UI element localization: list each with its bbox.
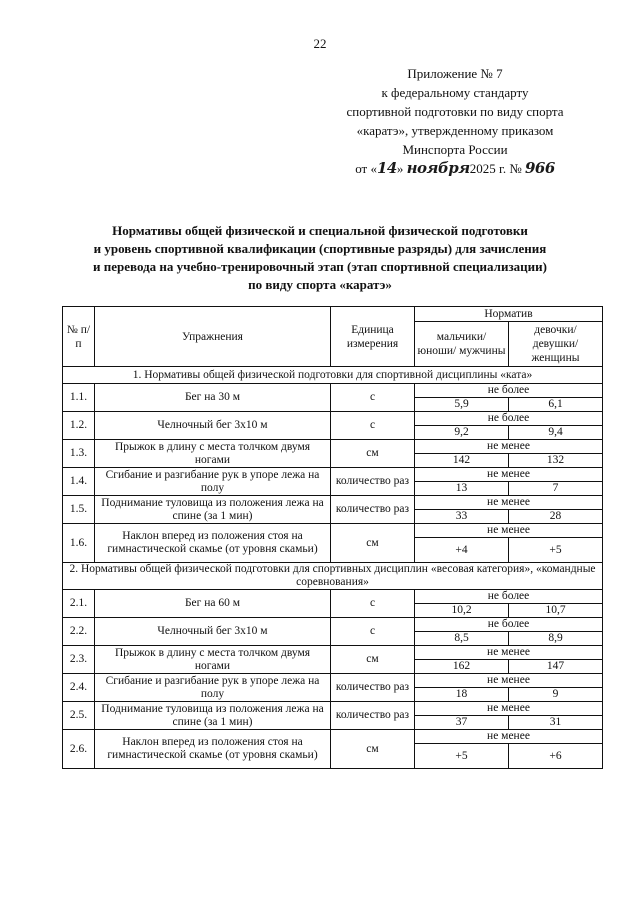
row-unit: с: [331, 412, 415, 440]
row-condition: не менее: [415, 730, 603, 744]
title-line: Нормативы общей физической и специальной физической подготовки: [112, 223, 528, 238]
row-unit: см: [331, 730, 415, 769]
row-female-value: 9: [509, 688, 603, 702]
section-title: 1. Нормативы общей физической подготовки для спортивной дисциплины «ката»: [63, 367, 603, 384]
row-condition: не менее: [415, 674, 603, 688]
row-condition: не менее: [415, 468, 603, 482]
row-unit: см: [331, 440, 415, 468]
row-exercise: Бег на 30 м: [95, 384, 331, 412]
row-male-value: 5,9: [415, 398, 509, 412]
row-num: 2.5.: [63, 702, 95, 730]
row-male-value: 13: [415, 482, 509, 496]
table-row: [63, 412, 603, 426]
row-female-value: 31: [509, 716, 603, 730]
row-num: 1.3.: [63, 440, 95, 468]
header-female: девочки/ девушки/ женщины: [509, 322, 603, 367]
row-unit: см: [331, 646, 415, 674]
row-female-value: 147: [509, 660, 603, 674]
title-line: и уровень спортивной квалификации (спортивные разряды) для зачисления: [93, 241, 547, 256]
row-num: 1.4.: [63, 468, 95, 496]
table-row: [63, 702, 603, 716]
row-exercise: Челночный бег 3х10 м: [95, 412, 331, 440]
row-exercise: Наклон вперед из положения стоя на гимнастической скамье (от уровня скамьи): [95, 524, 331, 563]
row-exercise: Челночный бег 3х10 м: [95, 618, 331, 646]
table-row: [63, 674, 603, 688]
row-female-value: +5: [509, 538, 603, 563]
table-row: [63, 524, 603, 538]
row-male-value: 37: [415, 716, 509, 730]
row-female-value: 6,1: [509, 398, 603, 412]
row-female-value: 8,9: [509, 632, 603, 646]
row-female-value: 10,7: [509, 604, 603, 618]
row-female-value: 9,4: [509, 426, 603, 440]
row-unit: с: [331, 618, 415, 646]
row-unit: см: [331, 524, 415, 563]
table-row: [63, 618, 603, 632]
handwritten-month: ноября: [406, 159, 470, 177]
row-unit: с: [331, 384, 415, 412]
row-exercise: Прыжок в длину с места толчком двумя ногами: [95, 440, 331, 468]
row-condition: не менее: [415, 646, 603, 660]
row-female-value: 28: [509, 510, 603, 524]
row-male-value: 8,5: [415, 632, 509, 646]
norms-table: [62, 306, 603, 769]
section-title: 2. Нормативы общей физической подготовки для спортивных дисциплин «весовая категория», «командные соревнования»: [63, 563, 603, 590]
row-num: 1.2.: [63, 412, 95, 440]
row-unit: количество раз: [331, 702, 415, 730]
row-condition: не менее: [415, 440, 603, 454]
header-norm: Норматив: [415, 307, 603, 322]
header-unit: Единица измерения: [331, 307, 415, 367]
row-male-value: +5: [415, 744, 509, 769]
annex-line: Минспорта России: [402, 142, 508, 157]
handwritten-day: 14: [376, 159, 397, 177]
row-unit: количество раз: [331, 674, 415, 702]
row-exercise: Поднимание туловища из положения лежа на спине (за 1 мин): [95, 702, 331, 730]
title-line: и перевода на учебно-тренировочный этап (этап спортивной специализации): [93, 259, 547, 274]
section-row: [63, 367, 603, 384]
table-row: [63, 440, 603, 454]
row-unit: с: [331, 590, 415, 618]
row-exercise: Наклон вперед из положения стоя на гимнастической скамье (от уровня скамьи): [95, 730, 331, 769]
header-male: мальчики/ юноши/ мужчины: [415, 322, 509, 367]
row-num: 1.6.: [63, 524, 95, 563]
row-num: 2.3.: [63, 646, 95, 674]
row-exercise: Сгибание и разгибание рук в упоре лежа на полу: [95, 468, 331, 496]
row-female-value: 7: [509, 482, 603, 496]
annex-line: «каратэ», утвержденному приказом: [356, 123, 554, 138]
row-num: 2.1.: [63, 590, 95, 618]
table-row: [63, 496, 603, 510]
row-condition: не менее: [415, 496, 603, 510]
row-num: 1.1.: [63, 384, 95, 412]
table-row: [63, 646, 603, 660]
annex-line: к федеральному стандарту: [381, 85, 529, 100]
row-female-value: +6: [509, 744, 603, 769]
annex-line: Приложение № 7: [407, 66, 503, 81]
row-condition: не менее: [415, 702, 603, 716]
row-male-value: 10,2: [415, 604, 509, 618]
row-num: 2.2.: [63, 618, 95, 646]
title-line: по виду спорта «каратэ»: [248, 277, 392, 292]
date-year: 2025 г. №: [469, 161, 525, 176]
header-exercise: Упражнения: [95, 307, 331, 367]
row-exercise: Бег на 60 м: [95, 590, 331, 618]
row-unit: количество раз: [331, 468, 415, 496]
document-title: [60, 222, 580, 294]
row-female-value: 132: [509, 454, 603, 468]
row-condition: не менее: [415, 524, 603, 538]
header-num: № п/п: [63, 307, 95, 367]
row-condition: не более: [415, 384, 603, 398]
row-num: 2.6.: [63, 730, 95, 769]
date-mid: »: [396, 161, 407, 176]
date-prefix: от «: [355, 161, 377, 176]
row-male-value: 33: [415, 510, 509, 524]
row-exercise: Поднимание туловища из положения лежа на спине (за 1 мин): [95, 496, 331, 524]
row-male-value: 142: [415, 454, 509, 468]
row-condition: не более: [415, 590, 603, 604]
row-male-value: 18: [415, 688, 509, 702]
table-row: [63, 468, 603, 482]
row-male-value: 9,2: [415, 426, 509, 440]
row-num: 1.5.: [63, 496, 95, 524]
handwritten-order-number: 966: [525, 159, 555, 177]
annex-line: спортивной подготовки по виду спорта: [346, 104, 564, 119]
row-exercise: Прыжок в длину с места толчком двумя ногами: [95, 646, 331, 674]
row-unit: количество раз: [331, 496, 415, 524]
row-male-value: 162: [415, 660, 509, 674]
table-row: [63, 590, 603, 604]
annex-header: [330, 64, 580, 178]
page-number: 22: [313, 36, 327, 51]
table-row: [63, 384, 603, 398]
row-condition: не более: [415, 618, 603, 632]
row-male-value: +4: [415, 538, 509, 563]
row-condition: не более: [415, 412, 603, 426]
order-date-line: [330, 159, 580, 178]
table-row: [63, 730, 603, 744]
row-exercise: Сгибание и разгибание рук в упоре лежа на полу: [95, 674, 331, 702]
section-row: [63, 563, 603, 590]
row-num: 2.4.: [63, 674, 95, 702]
